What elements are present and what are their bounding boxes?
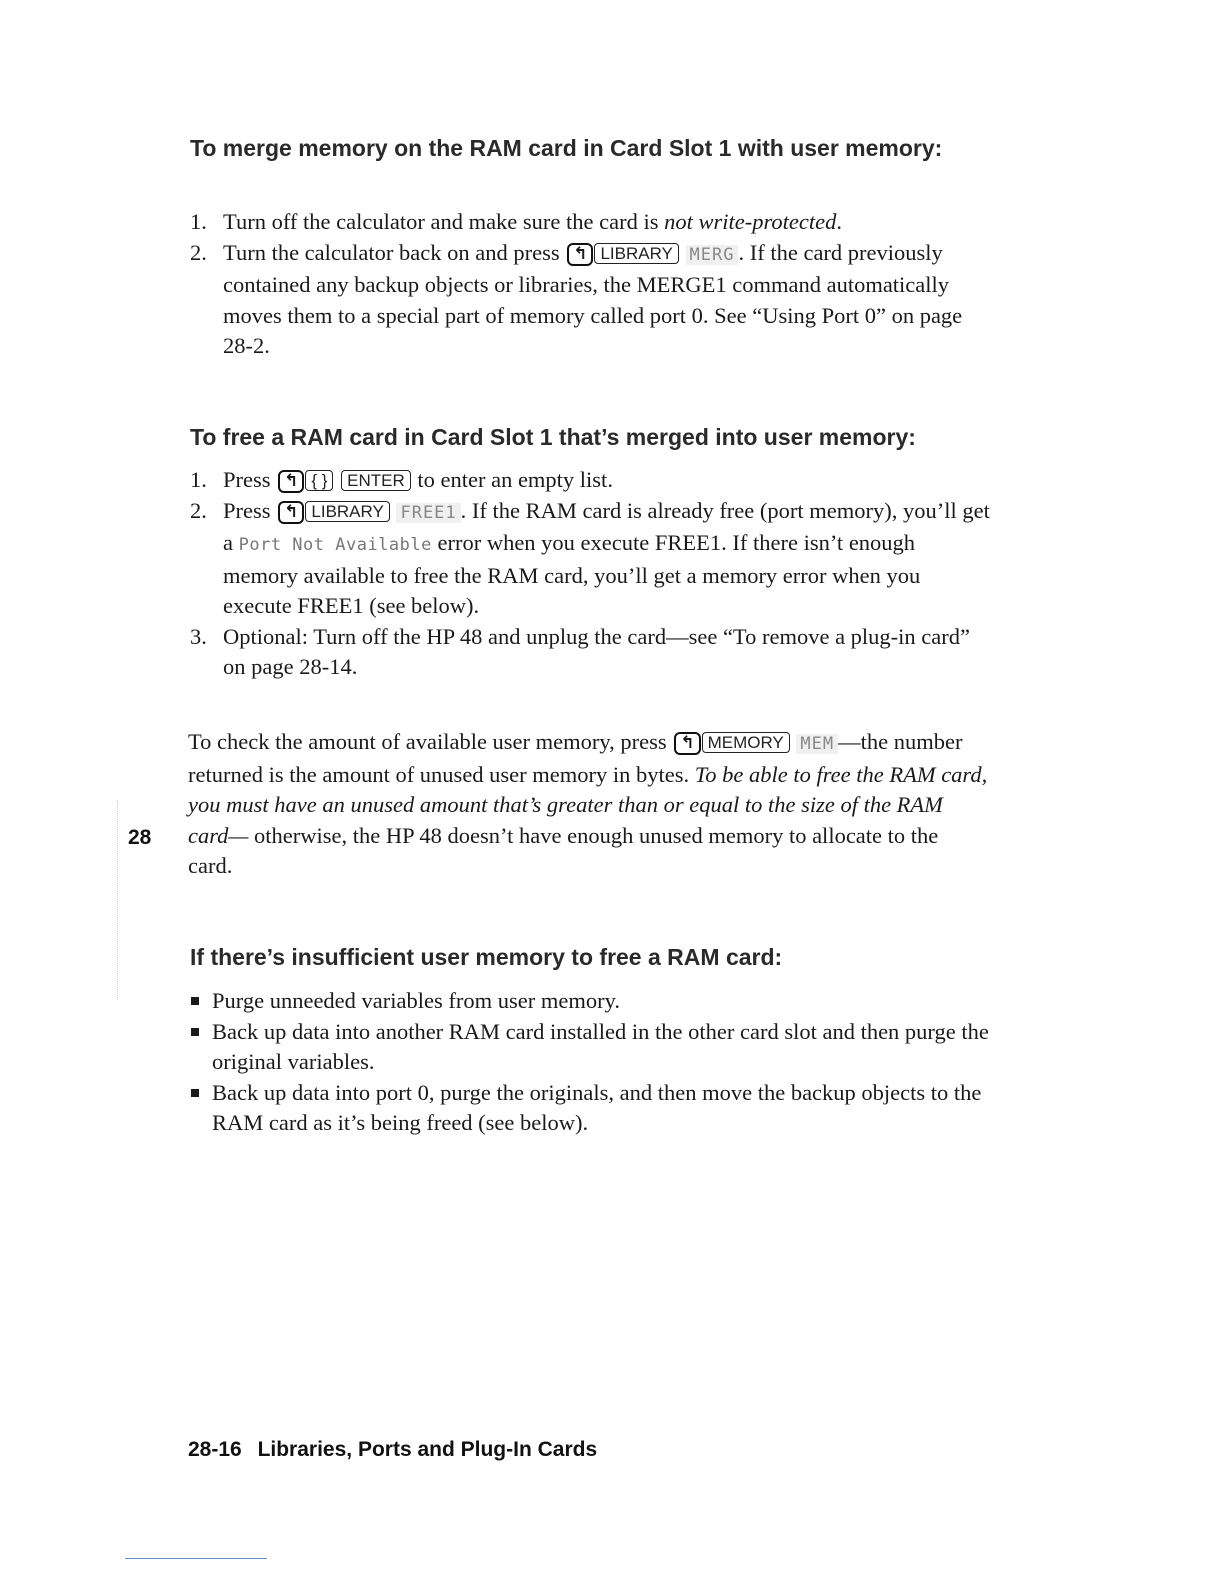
merge-steps: [190, 207, 990, 362]
library-key: LIBRARY: [594, 243, 678, 264]
chapter-tab-line: [117, 800, 118, 1000]
page-footer: [188, 1438, 597, 1462]
chapter-tab: 28: [128, 826, 152, 849]
free-step-3: 3. Optional: Turn off the HP 48 and unplug the card—see “To remove a plug-in card” on page 28-14.: [190, 623, 971, 679]
left-shift-key-icon: ↰: [278, 470, 304, 493]
check-memory-paragraph: To check the amount of available user memory, press ↰ MEMORY MEM —the number returned is the amount of unused user memory in bytes. To be able to free the RAM card, you must have an unused amount that’s greater than or equal to the size of the RAM card— otherwise, the HP 48 doesn’t have enough unused memory to allocate to the card.: [188, 729, 988, 878]
chapter-title: Libraries, Ports and Plug-In Cards: [257, 1438, 598, 1461]
left-shift-key-icon: ↰: [567, 243, 593, 266]
free-step-2: 2. Press ↰ LIBRARY FREE1 . If the RAM card is already free (port memory), you’ll get a Port Not Available error when you execute FREE1. If there isn’t enough memory available to free the RAM card, you’ll get a memory error when you execute FREE1 (see below).: [190, 497, 990, 618]
merg-menu-label: MERG: [686, 245, 739, 265]
heading-free-ram-card: To free a RAM card in Card Slot 1 that’s merged into user memory:: [190, 424, 916, 450]
bullet-item: Back up data into port 0, purge the originals, and then move the backup objects to the RAM card as it’s being freed (see below).: [190, 1078, 990, 1139]
bullet-item: Back up data into another RAM card installed in the other card slot and then purge the original variables.: [190, 1017, 990, 1078]
bullet-square-icon: [191, 997, 199, 1005]
bullet-square-icon: [191, 1089, 199, 1097]
page-number: 28-16: [188, 1438, 242, 1461]
bullet-square-icon: [191, 1028, 199, 1036]
free-steps: [190, 465, 990, 683]
library-key: LIBRARY: [305, 501, 389, 522]
free1-menu-label: FREE1: [396, 503, 460, 523]
port-not-available-error: Port Not Available: [238, 535, 432, 555]
heading-insufficient-memory: If there’s insufficient user memory to free a RAM card:: [190, 944, 783, 970]
insufficient-memory-list: [190, 986, 990, 1139]
free-step-1: 1. Press ↰ { } ENTER to enter an empty list.: [190, 467, 613, 492]
memory-key: MEMORY: [702, 732, 790, 753]
heading-merge-memory: To merge memory on the RAM card in Card Slot 1 with user memory:: [190, 135, 943, 161]
merge-step-2: 2. Turn the calculator back on and press ↰ LIBRARY MERG . If the card previously contained any backup objects or libraries, the MERGE1 command automatically moves them to a special part of memory called port 0. See “Using Port 0” on page 28-2.: [190, 239, 963, 358]
enter-key: ENTER: [341, 470, 411, 491]
bottom-rule: [125, 1558, 267, 1559]
bullet-item: Purge unneeded variables from user memory.: [190, 986, 990, 1017]
left-shift-key-icon: ↰: [674, 732, 700, 755]
merge-step-1: 1. Turn off the calculator and make sure the card is not write-protected.: [190, 209, 843, 234]
mem-menu-label: MEM: [796, 734, 838, 754]
left-shift-key-icon: ↰: [278, 501, 304, 524]
braces-key: { }: [305, 470, 333, 491]
